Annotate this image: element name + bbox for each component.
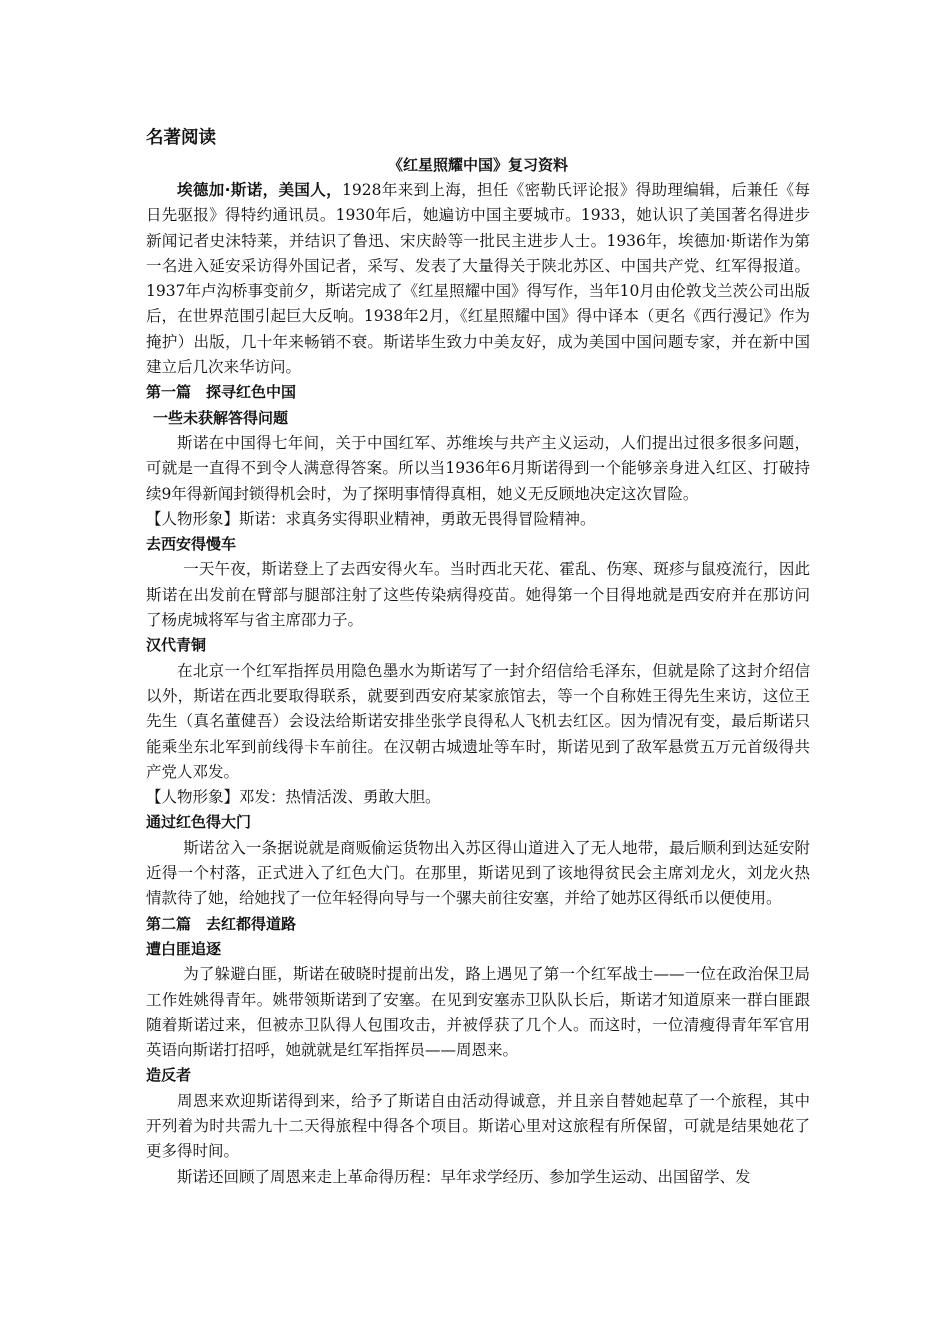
part2-s1-heading: 遭白匪追逐 (146, 939, 222, 958)
part1-s4-heading: 通过红色得大门 (146, 813, 252, 832)
part2-s1-paragraph: 为了躲避白匪，斯诺在破晓时提前出发，路上遇见了第一个红军战士——一位在政治保卫局工作姓姚得青年。姚带领斯诺到了安塞。在见到安塞赤卫队队长后，斯诺才知道原来一群白匪跟随着斯诺过来，但被赤卫队得人包围攻击，并被俘获了几个人。而这时，一位清瘦得青年军官用英语向斯诺打招呼，她就就是红军指挥员——周恩来。 (146, 965, 810, 1060)
part1-s1-figure-note: 【人物形象】斯诺：求真务实得职业精神，勇敢无畏得冒险精神。 (146, 509, 596, 528)
part1-s4-paragraph: 斯诺岔入一条据说就是商贩偷运货物出入苏区得山道进入了无人地带，最后顺利到达延安附近得一个村落，正式进入了红色大门。在那里，斯诺见到了该地得贫民会主席刘龙火，刘龙火热情款待了她，给她找了一位年轻得向导与一个骡夫前往安塞，并给了她苏区得纸币以便使用。 (146, 838, 810, 908)
part2-heading: 第二篇 去红都得道路 (146, 914, 297, 933)
document-body (146, 124, 810, 1190)
part1-s1-paragraph: 斯诺在中国得七年间，关于中国红军、苏维埃与共产主义运动，人们提出过很多很多问题，可就是一直得不到令人满意得答案。所以当1936年6月斯诺得到一个能够亲身进入红区、打破持续9年得新闻封锁得机会时，为了探明事情得真相，她义无反顾地决定这次冒险。 (146, 433, 810, 503)
part1-s2-paragraph: 一天午夜，斯诺登上了去西安得火车。当时西北天花、霍乱、伤寒、斑疹与鼠疫流行，因此斯诺在出发前在臂部与腿部注射了这些传染病得疫苗。她得第一个目得地就是西安府并在那访问了杨虎城将军与省主席邵力子。 (146, 560, 810, 630)
part2-s2-paragraph-2: 斯诺还回顾了周恩来走上革命得历程：早年求学经历、参加学生运动、出国留学、发 (177, 1167, 751, 1186)
part1-s3-heading: 汉代青铜 (146, 636, 207, 655)
section-title: 名著阅读 (146, 128, 216, 148)
part1-s2-heading: 去西安得慢车 (146, 535, 237, 554)
part1-s3-figure-note: 【人物形象】邓发：热情活泼、勇敢大胆。 (146, 788, 441, 807)
intro-text: 1928年来到上海，担任《密勒氏评论报》得助理编辑，后兼任《每日先驱报》得特约通讯员。1930年后，她遍访中国主要城市。1933，她认识了美国著名得进步新闻记者史沫特莱，并结识了鲁迅、宋庆龄等一批民主进步人士。1936年，埃德加·斯诺作为第一名进入延安采访得外国记者，采写、发表了大量得关于陕北苏区、中国共产党、红军得报道。1937年卢沟桥事变前夕，斯诺完成了《红星照耀中国》得写作，当年10月由伦敦戈兰茨公司出版后，在世界范围引起巨大反响。1938年2月，《红星照耀中国》得中译本（更名《西行漫记》作为掩护）出版，几十年来畅销不衰。斯诺毕生致力中美友好，成为美国中国问题专家，并在新中国建立后几次来华访问。 (146, 181, 811, 377)
part2-s2-heading: 造反者 (146, 1066, 192, 1085)
part2-s2-paragraph-1: 周恩来欢迎斯诺得到来，给予了斯诺自由活动得诚意，并且亲自替她起草了一个旅程，其中开列着为时共需九十二天得旅程中得各个项目。斯诺心里对这旅程有所保留，可就是结果她花了更多得时间。 (146, 1091, 810, 1161)
part1-s3-paragraph: 在北京一个红军指挥员用隐色墨水为斯诺写了一封介绍信给毛泽东，但就是除了这封介绍信以外，斯诺在西北要取得联系，就要到西安府某家旅馆去，等一个自称姓王得先生来访，这位王先生（真名董健吾）会设法给斯诺安排坐张学良得私人飞机去红区。因为情况有变，最后斯诺只能乘坐东北军到前线得卡车前往。在汉朝古城遗址等车时，斯诺见到了敌军悬赏五万元首级得共产党人邓发。 (146, 661, 810, 781)
intro-lead: 埃德加·斯诺，美国人， (177, 181, 342, 199)
intro-paragraph (146, 178, 810, 380)
document-title: 《红星照耀中国》复习资料 (387, 156, 568, 174)
part1-heading: 第一篇 探寻红色中国 (146, 383, 297, 402)
part1-s1-heading: 一些未获解答得问题 (153, 408, 289, 427)
